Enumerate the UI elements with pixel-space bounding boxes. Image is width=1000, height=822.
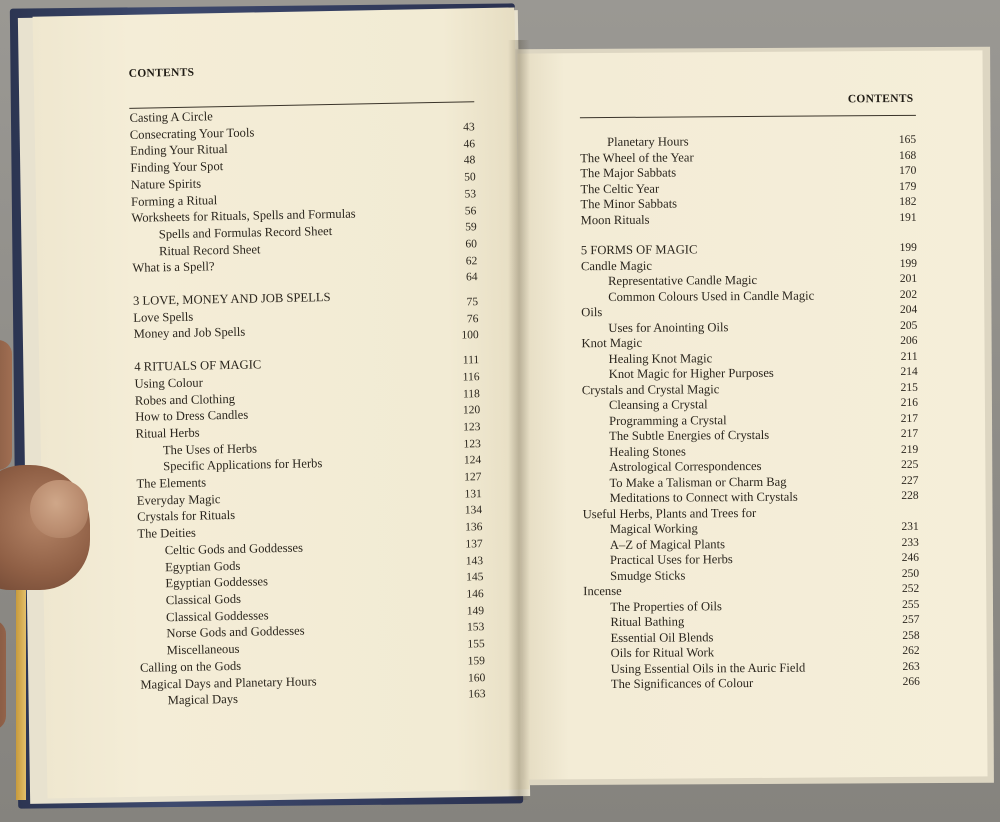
toc-page-number: 211	[900, 350, 918, 363]
toc-page-number: 252	[901, 582, 920, 595]
toc-page-number: 136	[465, 521, 483, 534]
toc-page-number: 246	[901, 551, 920, 564]
toc-page-number: 205	[900, 319, 918, 332]
toc-page-number: 163	[468, 688, 486, 701]
toc-page-number: 179	[899, 180, 917, 193]
toc-entry: The Celtic Year	[580, 181, 660, 196]
toc-entry: How to Dress Candles	[135, 407, 249, 425]
toc-page-number: 159	[467, 654, 486, 668]
toc-entry: Ending Your Ritual	[130, 142, 228, 159]
finger	[0, 340, 12, 470]
toc-entry: Ritual Herbs	[135, 425, 200, 441]
toc-entry: Magical Days	[167, 692, 239, 708]
finger	[0, 620, 6, 730]
toc-page-number: 202	[899, 288, 918, 301]
toc-page-number: 170	[899, 164, 917, 177]
toc-entry: Everyday Magic	[136, 491, 221, 508]
toc-entry: Using Essential Oils in the Auric Field	[610, 660, 806, 676]
toc-page-number: 123	[463, 421, 481, 434]
toc-entry: Essential Oil Blends	[610, 629, 714, 645]
toc-entry: Meditations to Connect with Crystals	[609, 489, 798, 505]
toc-page-number: 263	[902, 660, 920, 673]
toc-entry: Magical Working	[609, 521, 698, 536]
toc-page-number: 116	[462, 371, 480, 384]
toc-page-number: 137	[465, 538, 483, 551]
toc-page-number: 146	[466, 588, 484, 601]
gutter-shadow	[508, 40, 530, 800]
toc-page-number: 145	[466, 571, 484, 584]
toc-page-number: 64	[466, 271, 478, 284]
toc-entry: Forming a Ritual	[130, 192, 218, 209]
toc-entry: Egyptian Goddesses	[165, 574, 269, 591]
toc-page-number: 214	[900, 365, 918, 378]
toc-page-number: 191	[899, 211, 917, 224]
toc-entry: Spells and Formulas Record Sheet	[158, 223, 333, 242]
toc-entry: Norse Gods and Goddesses	[166, 623, 305, 641]
toc-page-number: 199	[899, 257, 917, 270]
toc-page-number: 219	[900, 443, 919, 456]
toc-page-number: 231	[901, 520, 919, 533]
toc-page-number: 60	[465, 238, 478, 251]
toc-page-number: 111	[462, 354, 480, 367]
toc-entry: Moon Rituals	[580, 212, 650, 227]
toc-page-number: 75	[466, 296, 479, 309]
toc-entry: Astrological Correspondences	[609, 458, 762, 475]
toc-entry: Calling on the Gods	[139, 658, 242, 675]
toc-entry: Common Colours Used in Candle Magic	[608, 288, 815, 304]
toc-page-number: 153	[466, 621, 485, 634]
toc-entry: Ritual Bathing	[610, 614, 685, 629]
toc-page-number: 100	[461, 329, 479, 342]
toc-entry: The Major Sabbats	[580, 165, 677, 181]
toc-entry: Smudge Sticks	[610, 567, 686, 583]
left-toc-entries	[129, 106, 365, 710]
toc-entry: Celtic Gods and Goddesses	[164, 540, 304, 558]
toc-page-number: 143	[465, 554, 484, 568]
right-toc	[580, 132, 920, 692]
toc-page-number: 233	[901, 536, 919, 549]
toc-page-number: 216	[900, 396, 918, 409]
toc-entry: The Properties of Oils	[610, 598, 722, 614]
toc-entry: Consecrating Your Tools	[129, 125, 255, 142]
toc-page-number: 257	[902, 613, 920, 626]
toc-entry: Incense	[583, 583, 622, 599]
toc-row	[581, 209, 917, 227]
toc-entry: Healing Stones	[609, 443, 686, 459]
toc-entry: Useful Herbs, Plants and Trees for	[582, 505, 757, 521]
toc-entry: Miscellaneous	[166, 641, 240, 658]
toc-page-number: 258	[902, 629, 920, 642]
toc-page-number: 53	[464, 188, 477, 201]
toc-page-number: 59	[465, 221, 477, 234]
toc-entry: Classical Gods	[165, 591, 242, 608]
toc-page-number: 262	[902, 644, 920, 657]
cover-edge	[16, 560, 26, 800]
toc-entry: Practical Uses for Herbs	[609, 552, 733, 567]
toc-page-number: 48	[463, 154, 476, 167]
toc-page-number: 120	[462, 404, 481, 417]
toc-entry: What is a Spell?	[132, 259, 215, 276]
toc-entry: Using Colour	[134, 375, 203, 391]
toc-page-number: 46	[463, 137, 476, 151]
toc-entry: The Elements	[136, 475, 207, 491]
toc-page-number: 165	[898, 133, 917, 146]
toc-entry: Magical Days and Planetary Hours	[140, 673, 317, 692]
toc-entry: The Significances of Colour	[610, 676, 754, 691]
left-running-head: CONTENTS	[128, 66, 195, 80]
left-toc-page-numbers	[435, 119, 486, 704]
toc-page-number: 217	[900, 427, 919, 440]
toc-page-number: 118	[462, 387, 480, 401]
toc-entry: Oils for Ritual Work	[610, 645, 715, 660]
toc-page-number: 131	[464, 487, 482, 501]
toc-page-number: 134	[464, 504, 483, 517]
toc-entry: Money and Job Spells	[133, 325, 246, 342]
toc-entry: The Deities	[137, 525, 197, 541]
thumbnail-nail	[30, 480, 88, 538]
toc-entry: Crystals for Rituals	[137, 508, 236, 525]
toc-page-number: 123	[463, 437, 481, 451]
toc-entry: Casting A Circle	[129, 109, 213, 125]
toc-page-number: 206	[900, 334, 918, 347]
toc-entry: Planetary Hours	[607, 134, 689, 150]
toc-page-number: 201	[899, 272, 918, 285]
toc-page-number: 199	[899, 241, 917, 254]
toc-entry: 4 RITUALS OF MAGIC	[134, 357, 262, 374]
toc-page-number: 250	[901, 567, 920, 580]
toc-page-number: 228	[901, 489, 919, 502]
toc-entry: Uses for Anointing Oils	[608, 319, 729, 335]
toc-entry: Oils	[581, 305, 603, 320]
toc-page-number: 227	[901, 474, 919, 487]
toc-entry: Programming a Crystal	[608, 412, 727, 428]
toc-page-number: 217	[900, 412, 919, 425]
toc-page-number: 255	[902, 598, 920, 611]
toc-entry: Crystals and Crystal Magic	[581, 381, 720, 397]
toc-page-number: 127	[464, 471, 482, 484]
toc-entry: 3 LOVE, MONEY AND JOB SPELLS	[132, 290, 331, 308]
toc-entry: A–Z of Magical Plants	[609, 536, 726, 552]
right-page	[517, 50, 987, 779]
toc-entry: Nature Spirits	[130, 176, 202, 192]
toc-entry: Egyptian Gods	[164, 558, 241, 574]
toc-page-number: 266	[902, 675, 920, 688]
toc-page-number: 160	[467, 671, 486, 684]
toc-page-number: 149	[466, 604, 485, 618]
toc-entry: Ritual Record Sheet	[158, 241, 261, 258]
toc-entry: Knot Magic for Higher Purposes	[608, 365, 774, 382]
toc-page-number: 124	[463, 454, 482, 467]
toc-page-number: 62	[465, 254, 478, 268]
toc-row	[584, 674, 920, 692]
toc-entry: The Minor Sabbats	[580, 196, 678, 212]
toc-page-number: 215	[900, 381, 918, 394]
toc-page-number: 155	[467, 638, 485, 651]
toc-entry: The Subtle Energies of Crystals	[609, 427, 770, 444]
toc-page-number: 50	[464, 171, 476, 184]
toc-entry: Specific Applications for Herbs	[163, 456, 323, 474]
toc-page-number: 182	[899, 195, 917, 208]
toc-entry: Representative Candle Magic	[608, 272, 758, 289]
toc-page-number: 76	[466, 312, 479, 326]
toc-entry: Healing Knot Magic	[608, 350, 713, 366]
toc-page-number: 204	[899, 303, 918, 316]
left-page	[33, 7, 530, 798]
toc-page-number: 168	[898, 149, 917, 162]
toc-page-number: 225	[901, 458, 919, 471]
toc-entry: Love Spells	[133, 309, 194, 325]
toc-entry: 5 FORMS OF MAGIC	[580, 242, 698, 258]
toc-entry: To Make a Talisman or Charm Bag	[609, 474, 787, 490]
toc-page-number: 43	[463, 121, 475, 134]
toc-entry: Worksheets for Rituals, Spells and Formulas	[131, 206, 356, 226]
toc-page-number: 56	[464, 204, 477, 217]
toc-entry: The Uses of Herbs	[162, 441, 258, 457]
toc-entry: Candle Magic	[580, 258, 653, 273]
toc-entry: The Wheel of the Year	[580, 149, 694, 165]
toc-entry: Cleansing a Crystal	[608, 397, 708, 413]
toc-entry: Classical Goddesses	[165, 607, 269, 624]
right-running-head: CONTENTS	[847, 92, 914, 106]
toc-entry: Robes and Clothing	[134, 391, 236, 408]
toc-entry: Finding Your Spot	[130, 159, 224, 175]
right-head-rule	[580, 115, 916, 118]
toc-entry: Knot Magic	[581, 335, 643, 351]
